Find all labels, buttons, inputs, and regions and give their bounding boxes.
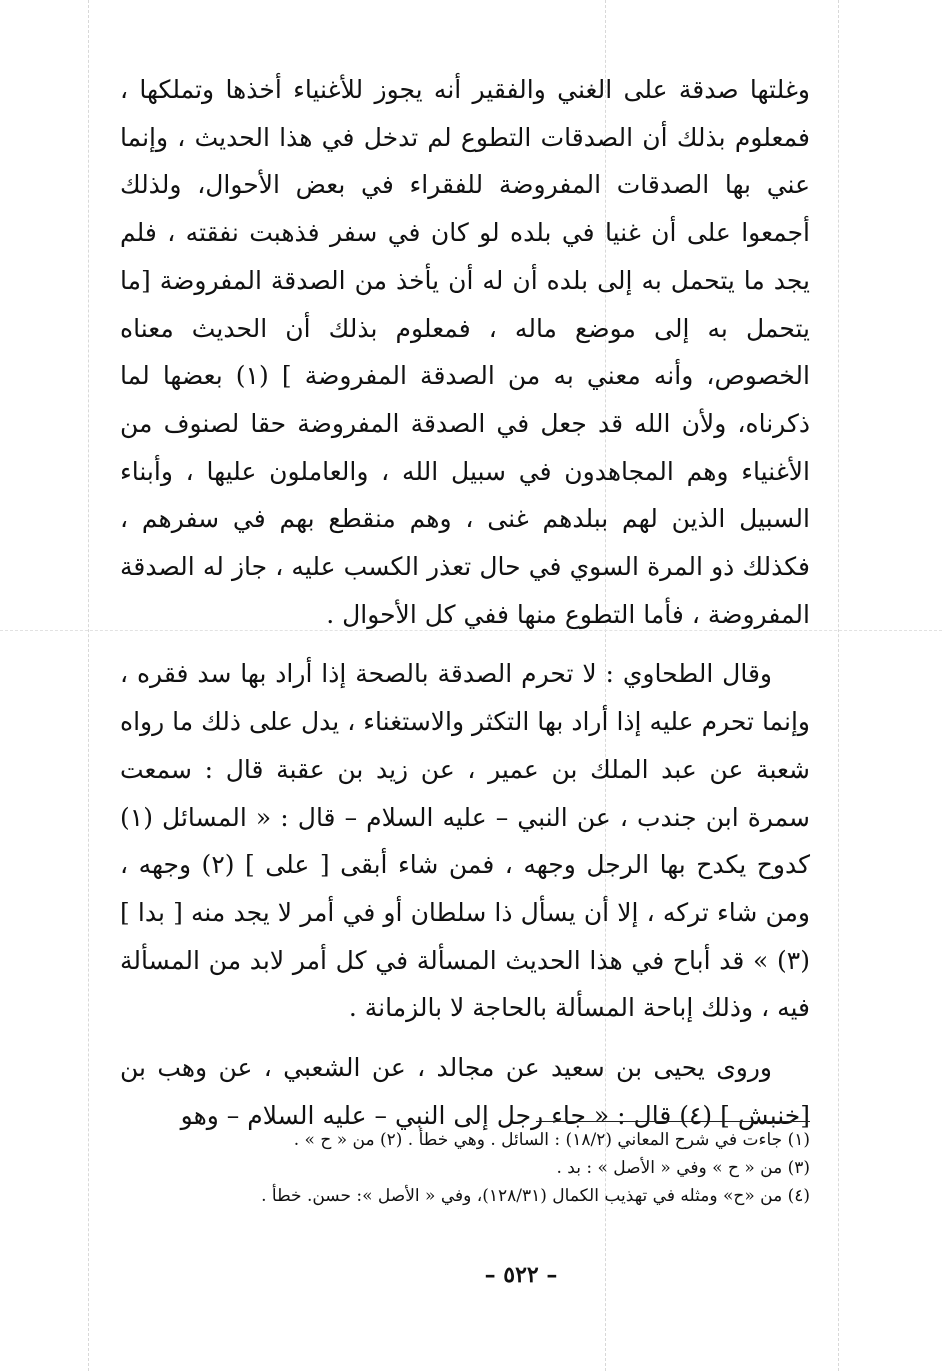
page-number: – ٥٢٢ – <box>484 1262 558 1288</box>
footnote-1-2: (١) جاءت في شرح المعاني (١٨/٢) : السائل . وهي خطأ . (٢) من « ح » . <box>293 1130 810 1150</box>
footnotes <box>120 1126 810 1210</box>
scan-guide-line <box>838 0 839 1371</box>
footnote-separator <box>536 1121 810 1122</box>
footnote-3: (٣) من « ح » وفي « الأصل » : بد . <box>556 1158 810 1178</box>
paragraph-2: وقال الطحاوي : لا تحرم الصدقة بالصحة إذا أراد بها سد فقره ، وإنما تحرم عليه إذا أراد بها التكثر والاستغناء ، يدل على ذلك ما رواه شعبة عن عبد الملك بن عمير ، عن زيد بن عقبة قال : سمعت سمرة ابن جندب ، عن النبي – عليه السلام – قال : « المسائل (١) كدوح يكدح بها الرجل وجهه ، فمن شاء أبقى [ على ] (٢) وجهه ، ومن شاء تركه ، إلا أن يسأل ذا سلطان أو في أمر لا يجد منه [ بدا ] (٣) » قد أباح في هذا الحديث المسألة في كل أمر لابد من المسألة فيه ، وذلك إباحة المسألة بالحاجة لا بالزمانة . <box>120 659 810 1023</box>
main-text <box>120 66 810 1139</box>
paragraph-1: وغلتها صدقة على الغني والفقير أنه يجوز للأغنياء أخذها وتملكها ، فمعلوم بذلك أن الصدقات التطوع لم تدخل في هذا الحديث ، وإنما عني بها الصدقات المفروضة للفقراء في بعض الأحوال، ولذلك أجمعوا على أن غنيا في بلده لو كان في سفر فذهبت نفقته ، فلم يجد ما يتحمل به إلى بلده أن له أن يأخذ من الصدقة المفروضة [ما يتحمل به إلى موضع ماله ، فمعلوم بذلك أن الحديث معناه الخصوص، وأنه معني به من الصدقة المفروضة ] (١) بعضها لما ذكرناه، ولأن الله قد جعل في الصدقة المفروضة حقا لصنوف من الأغنياء وهم المجاهدون في سبيل الله ، والعاملون عليها ، وأبناء السبيل الذين لهم ببلدهم غنى ، وهم منقطع بهم في سفرهم ، فكذلك ذو المرة السوي في حال تعذر الكسب عليه ، جاز له الصدقة المفروضة ، فأما التطوع منها ففي كل الأحوال . <box>120 75 810 629</box>
scan-guide-line <box>88 0 89 1371</box>
paragraph-3: وروى يحيى بن سعيد عن مجالد ، عن الشعبي ، عن وهب بن [خنبش ] (٤) قال : « جاء رجل إلى النبي – عليه السلام – وهو <box>120 1053 810 1130</box>
footnote-4: (٤) من «ح» ومثله في تهذيب الكمال (١٢٨/٣١)، وفي « الأصل »: حسن. خطأ . <box>261 1186 810 1206</box>
